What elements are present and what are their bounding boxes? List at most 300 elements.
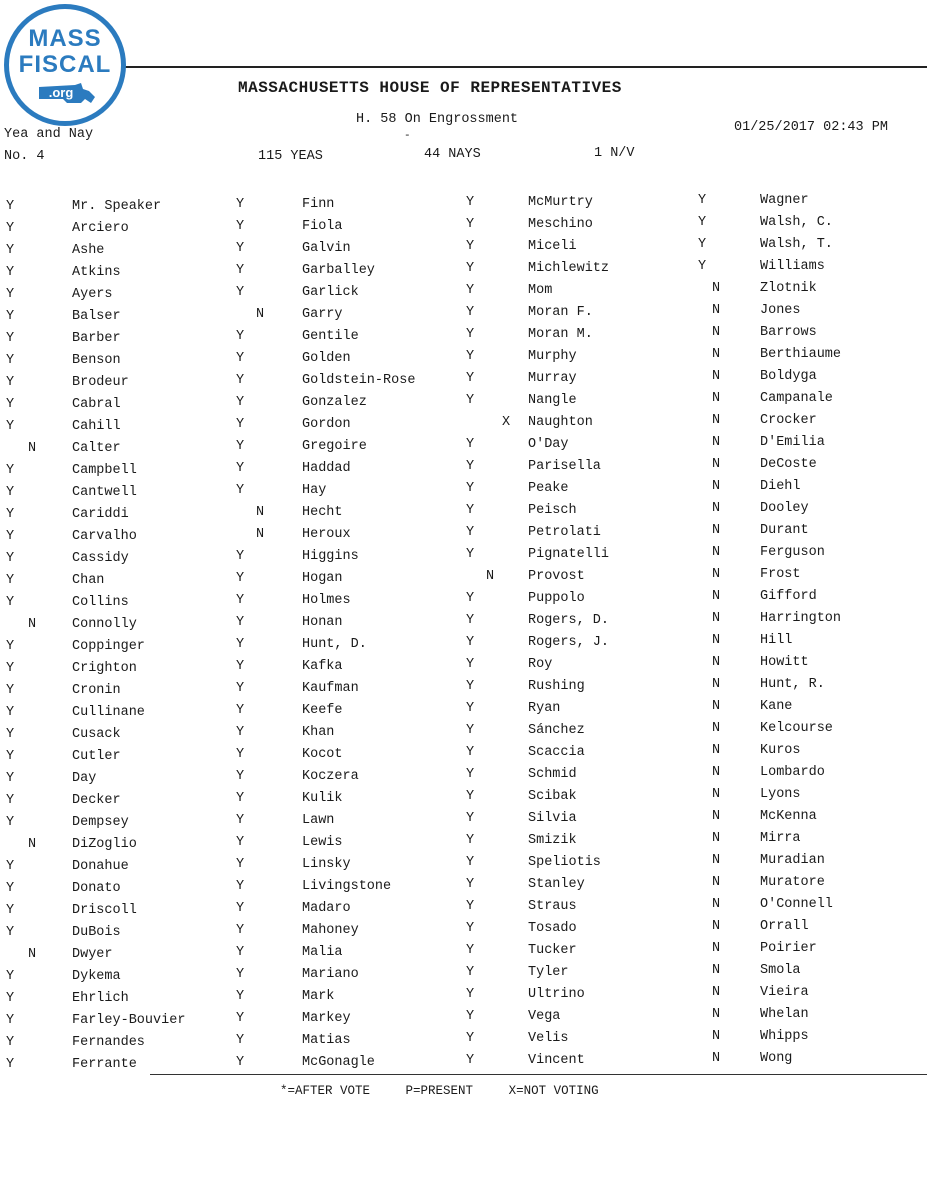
member-name: Schmid: [528, 767, 577, 782]
nays-count: 44 NAYS: [424, 147, 481, 162]
member-name: Garballey: [302, 263, 375, 278]
member-name: Williams: [760, 259, 825, 274]
member-name: Zlotnik: [760, 281, 817, 296]
vote-mark: Y: [236, 681, 245, 696]
vote-mark: Y: [466, 525, 475, 540]
bill-description: H. 58 On Engrossment: [356, 112, 519, 127]
member-name: Kuros: [760, 743, 801, 758]
member-name: Galvin: [302, 241, 351, 256]
vote-mark: Y: [466, 767, 475, 782]
vote-mark: Y: [6, 661, 15, 676]
vote-mark: Y: [236, 703, 245, 718]
member-name: Cariddi: [72, 507, 129, 522]
vote-mark: N: [712, 677, 721, 692]
vote-mark: Y: [236, 417, 245, 432]
member-name: Lawn: [302, 813, 335, 828]
member-name: Walsh, C.: [760, 215, 833, 230]
vote-mark: Y: [466, 1031, 475, 1046]
member-name: Boldyga: [760, 369, 817, 384]
member-name: Ferrante: [72, 1057, 137, 1072]
member-name: Gregoire: [302, 439, 367, 454]
vote-mark: N: [712, 765, 721, 780]
vote-mark: Y: [236, 813, 245, 828]
vote-mark: Y: [466, 459, 475, 474]
member-name: Vincent: [528, 1053, 585, 1068]
vote-mark: Y: [236, 571, 245, 586]
member-name: Poirier: [760, 941, 817, 956]
vote-mark: Y: [236, 857, 245, 872]
footer-rule: [150, 1074, 927, 1075]
member-name: Ashe: [72, 243, 105, 258]
member-name: Durant: [760, 523, 809, 538]
vote-mark: Y: [6, 309, 15, 324]
legend-not-voting: X=NOT VOTING: [508, 1084, 599, 1098]
vote-mark: Y: [236, 329, 245, 344]
vote-mark: N: [712, 963, 721, 978]
legend-after-vote: *=AFTER VOTE: [280, 1084, 371, 1098]
vote-mark: Y: [466, 503, 475, 518]
member-name: DuBois: [72, 925, 121, 940]
member-name: Walsh, T.: [760, 237, 833, 252]
member-name: Mariano: [302, 967, 359, 982]
vote-mark: Y: [236, 1033, 245, 1048]
vote-mark: Y: [466, 283, 475, 298]
vote-mark: Y: [466, 899, 475, 914]
vote-mark: Y: [236, 835, 245, 850]
member-name: Fernandes: [72, 1035, 145, 1050]
member-name: Connolly: [72, 617, 137, 632]
member-name: Diehl: [760, 479, 801, 494]
vote-mark: N: [712, 281, 721, 296]
member-name: Goldstein-Rose: [302, 373, 416, 388]
vote-mark: Y: [236, 923, 245, 938]
vote-mark: N: [712, 479, 721, 494]
vote-number: No. 4: [4, 149, 45, 164]
vote-mark: Y: [236, 615, 245, 630]
member-name: Kaufman: [302, 681, 359, 696]
member-name: Matias: [302, 1033, 351, 1048]
vote-mark: Y: [466, 635, 475, 650]
member-name: Gonzalez: [302, 395, 367, 410]
member-name: Rogers, J.: [528, 635, 610, 650]
member-name: Kafka: [302, 659, 343, 674]
member-name: Michlewitz: [528, 261, 610, 276]
vote-mark: Y: [6, 925, 15, 940]
vote-mark: Y: [466, 987, 475, 1002]
member-name: Mirra: [760, 831, 801, 846]
vote-mark: Y: [6, 969, 15, 984]
member-name: Farley-Bouvier: [72, 1013, 186, 1028]
member-name: O'Day: [528, 437, 569, 452]
vote-mark: Y: [6, 331, 15, 346]
member-name: Lyons: [760, 787, 801, 802]
vote-mark: Y: [466, 349, 475, 364]
member-name: Higgins: [302, 549, 359, 564]
member-name: Garry: [302, 307, 343, 322]
member-name: Hecht: [302, 505, 343, 520]
vote-mark: Y: [6, 991, 15, 1006]
vote-mark: N: [712, 523, 721, 538]
member-name: Benson: [72, 353, 121, 368]
vote-mark: Y: [236, 439, 245, 454]
vote-mark: Y: [466, 1053, 475, 1068]
member-name: Campanale: [760, 391, 833, 406]
vote-mark: Y: [466, 305, 475, 320]
member-name: Cahill: [72, 419, 121, 434]
vote-mark: Y: [466, 547, 475, 562]
vote-mark: Y: [236, 945, 245, 960]
vote-mark: Y: [6, 815, 15, 830]
member-name: Crighton: [72, 661, 137, 676]
vote-mark: Y: [466, 811, 475, 826]
vote-mark: Y: [236, 373, 245, 388]
member-name: Parisella: [528, 459, 601, 474]
vote-mark: Y: [466, 877, 475, 892]
member-name: D'Emilia: [760, 435, 825, 450]
vote-mark: Y: [236, 285, 245, 300]
member-name: Ryan: [528, 701, 561, 716]
member-name: Mark: [302, 989, 335, 1004]
member-name: Arciero: [72, 221, 129, 236]
member-name: Haddad: [302, 461, 351, 476]
vote-mark: Y: [6, 199, 15, 214]
member-name: DeCoste: [760, 457, 817, 472]
member-name: Cabral: [72, 397, 121, 412]
vote-mark: N: [712, 325, 721, 340]
vote-mark: Y: [466, 195, 475, 210]
vote-mark: Y: [6, 463, 15, 478]
vote-mark: Y: [236, 263, 245, 278]
vote-mark: N: [712, 501, 721, 516]
vote-mark: N: [28, 837, 37, 852]
vote-mark: Y: [466, 833, 475, 848]
vote-mark: Y: [466, 745, 475, 760]
vote-mark: Y: [236, 219, 245, 234]
member-name: Cullinane: [72, 705, 145, 720]
vote-mark: Y: [236, 659, 245, 674]
vote-mark: Y: [6, 419, 15, 434]
member-name: Markey: [302, 1011, 351, 1026]
vote-mark: Y: [466, 481, 475, 496]
member-name: Stanley: [528, 877, 585, 892]
vote-mark: Y: [466, 591, 475, 606]
vote-mark: Y: [236, 769, 245, 784]
member-name: Murray: [528, 371, 577, 386]
vote-mark: N: [712, 589, 721, 604]
member-name: Kane: [760, 699, 793, 714]
member-name: Malia: [302, 945, 343, 960]
member-name: Sánchez: [528, 723, 585, 738]
vote-mark: N: [28, 441, 37, 456]
vote-mark: N: [712, 875, 721, 890]
vote-mark: Y: [236, 461, 245, 476]
vote-mark: N: [712, 941, 721, 956]
member-name: Keefe: [302, 703, 343, 718]
vote-mark: Y: [466, 1009, 475, 1024]
member-name: Golden: [302, 351, 351, 366]
member-name: Scibak: [528, 789, 577, 804]
vote-mark: N: [712, 611, 721, 626]
vote-mark: N: [712, 1029, 721, 1044]
vote-mark: N: [256, 505, 265, 520]
member-name: Whelan: [760, 1007, 809, 1022]
vote-mark: Y: [236, 901, 245, 916]
vote-mark: N: [712, 435, 721, 450]
vote-mark: Y: [6, 881, 15, 896]
vote-mark: N: [712, 545, 721, 560]
logo-text-fiscal: FISCAL: [18, 51, 112, 78]
vote-mark: Y: [6, 771, 15, 786]
member-name: Roy: [528, 657, 553, 672]
vote-mark: Y: [6, 859, 15, 874]
vote-mark: Y: [236, 637, 245, 652]
vote-mark: Y: [236, 1055, 245, 1070]
vote-mark: Y: [236, 197, 245, 212]
member-name: Moran F.: [528, 305, 593, 320]
member-name: Velis: [528, 1031, 569, 1046]
member-name: Finn: [302, 197, 335, 212]
vote-mark: Y: [466, 371, 475, 386]
member-name: Collins: [72, 595, 129, 610]
vote-mark: Y: [466, 217, 475, 232]
member-name: McMurtry: [528, 195, 593, 210]
vote-mark: X: [502, 415, 511, 430]
member-name: Khan: [302, 725, 335, 740]
member-name: Fiola: [302, 219, 343, 234]
vote-mark: Y: [6, 595, 15, 610]
member-name: Jones: [760, 303, 801, 318]
vote-mark: Y: [6, 221, 15, 236]
vote-mark: N: [712, 457, 721, 472]
vote-mark: Y: [466, 965, 475, 980]
vote-mark: Y: [236, 989, 245, 1004]
member-name: Tucker: [528, 943, 577, 958]
member-name: Donahue: [72, 859, 129, 874]
member-name: Scaccia: [528, 745, 585, 760]
member-name: Brodeur: [72, 375, 129, 390]
vote-mark: Y: [6, 485, 15, 500]
vote-mark: Y: [6, 1057, 15, 1072]
member-name: Lombardo: [760, 765, 825, 780]
vote-mark: Y: [236, 747, 245, 762]
vote-mark: Y: [466, 701, 475, 716]
vote-mark: N: [28, 947, 37, 962]
vote-mark: Y: [698, 193, 707, 208]
vote-mark: Y: [466, 943, 475, 958]
vote-mark: Y: [466, 855, 475, 870]
vote-mark: Y: [698, 259, 707, 274]
vote-mark: Y: [236, 483, 245, 498]
member-name: Nangle: [528, 393, 577, 408]
member-name: Moran M.: [528, 327, 593, 342]
vote-mark: N: [712, 743, 721, 758]
vote-mark: Y: [6, 1013, 15, 1028]
vote-mark: Y: [6, 265, 15, 280]
vote-mark: Y: [236, 791, 245, 806]
member-name: Rogers, D.: [528, 613, 610, 628]
member-name: Atkins: [72, 265, 121, 280]
member-name: Heroux: [302, 527, 351, 542]
member-name: Vieira: [760, 985, 809, 1000]
member-name: Mom: [528, 283, 553, 298]
vote-mark: Y: [236, 967, 245, 982]
vote-mark: N: [256, 527, 265, 542]
vote-mark: Y: [6, 397, 15, 412]
member-name: Whipps: [760, 1029, 809, 1044]
member-name: Dwyer: [72, 947, 113, 962]
member-name: Cusack: [72, 727, 121, 742]
member-name: Hunt, R.: [760, 677, 825, 692]
member-name: Ultrino: [528, 987, 585, 1002]
member-name: McGonagle: [302, 1055, 375, 1070]
member-name: Kulik: [302, 791, 343, 806]
vote-mark: Y: [236, 549, 245, 564]
member-name: Madaro: [302, 901, 351, 916]
vote-mark: N: [712, 897, 721, 912]
member-name: Frost: [760, 567, 801, 582]
vote-mark: Y: [466, 239, 475, 254]
member-name: Mahoney: [302, 923, 359, 938]
member-name: Garlick: [302, 285, 359, 300]
member-name: DiZoglio: [72, 837, 137, 852]
member-name: Gentile: [302, 329, 359, 344]
member-name: Ehrlich: [72, 991, 129, 1006]
vote-mark: N: [712, 787, 721, 802]
member-name: Day: [72, 771, 97, 786]
member-name: Meschino: [528, 217, 593, 232]
vote-mark: Y: [6, 375, 15, 390]
vote-mark: Y: [466, 921, 475, 936]
vote-mark: Y: [698, 237, 707, 252]
vote-mark: N: [712, 809, 721, 824]
member-name: Balser: [72, 309, 121, 324]
vote-mark: N: [712, 347, 721, 362]
vote-mark: N: [28, 617, 37, 632]
member-name: Wagner: [760, 193, 809, 208]
vote-mark: Y: [6, 551, 15, 566]
vote-mark: Y: [466, 613, 475, 628]
vote-mark: N: [712, 831, 721, 846]
member-name: Straus: [528, 899, 577, 914]
member-name: Holmes: [302, 593, 351, 608]
member-name: Linsky: [302, 857, 351, 872]
member-name: Speliotis: [528, 855, 601, 870]
vote-mark: N: [712, 369, 721, 384]
vote-mark: Y: [6, 243, 15, 258]
logo-text-mass: MASS: [28, 25, 102, 52]
member-name: Orrall: [760, 919, 809, 934]
member-name: Dempsey: [72, 815, 129, 830]
member-name: Kelcourse: [760, 721, 833, 736]
member-name: Coppinger: [72, 639, 145, 654]
member-name: Howitt: [760, 655, 809, 670]
member-name: Tosado: [528, 921, 577, 936]
member-name: Dykema: [72, 969, 121, 984]
member-name: Berthiaume: [760, 347, 842, 362]
vote-mark: Y: [6, 639, 15, 654]
member-name: Calter: [72, 441, 121, 456]
vote-mark: N: [712, 919, 721, 934]
member-name: Pignatelli: [528, 547, 610, 562]
member-name: Puppolo: [528, 591, 585, 606]
vote-mark: Y: [6, 727, 15, 742]
vote-mark: N: [712, 985, 721, 1000]
member-name: Barber: [72, 331, 121, 346]
member-name: Hogan: [302, 571, 343, 586]
member-name: Kocot: [302, 747, 343, 762]
member-name: Lewis: [302, 835, 343, 850]
vote-mark: N: [712, 1051, 721, 1066]
vote-mark: N: [712, 633, 721, 648]
member-name: Gifford: [760, 589, 817, 604]
vote-mark: N: [256, 307, 265, 322]
vote-mark: N: [712, 853, 721, 868]
logo-text-org: .org: [48, 85, 74, 100]
vote-mark: Y: [6, 573, 15, 588]
member-name: Provost: [528, 569, 585, 584]
vote-mark: Y: [6, 903, 15, 918]
vote-mark: N: [712, 567, 721, 582]
member-name: Dooley: [760, 501, 809, 516]
member-name: Cutler: [72, 749, 121, 764]
vote-mark: N: [712, 655, 721, 670]
member-name: Ferguson: [760, 545, 825, 560]
member-name: Muratore: [760, 875, 825, 890]
vote-mark: N: [712, 391, 721, 406]
vote-mark: N: [712, 413, 721, 428]
vote-mark: N: [712, 303, 721, 318]
mass-fiscal-logo: [4, 4, 126, 126]
member-name: Gordon: [302, 417, 351, 432]
vote-type: Yea and Nay: [4, 127, 94, 142]
bill-dash: -: [404, 130, 411, 142]
vote-mark: Y: [466, 679, 475, 694]
vote-mark: Y: [466, 261, 475, 276]
member-name: Barrows: [760, 325, 817, 340]
member-name: Miceli: [528, 239, 577, 254]
not-voting-count: 1 N/V: [594, 146, 635, 161]
member-name: O'Connell: [760, 897, 833, 912]
member-name: Carvalho: [72, 529, 137, 544]
vote-mark: Y: [466, 789, 475, 804]
vote-mark: Y: [236, 879, 245, 894]
member-name: Donato: [72, 881, 121, 896]
member-name: Murphy: [528, 349, 577, 364]
vote-mark: Y: [236, 1011, 245, 1026]
vote-mark: Y: [236, 725, 245, 740]
vote-mark: Y: [6, 529, 15, 544]
member-name: Cronin: [72, 683, 121, 698]
vote-mark: Y: [6, 793, 15, 808]
vote-mark: Y: [466, 327, 475, 342]
member-name: Hill: [760, 633, 793, 648]
vote-mark: Y: [466, 657, 475, 672]
member-name: Cassidy: [72, 551, 129, 566]
vote-mark: Y: [698, 215, 707, 230]
member-name: Smizik: [528, 833, 577, 848]
member-name: Rushing: [528, 679, 585, 694]
member-name: Muradian: [760, 853, 825, 868]
vote-legend: [280, 1084, 627, 1098]
member-name: Driscoll: [72, 903, 137, 918]
member-name: Decker: [72, 793, 121, 808]
member-name: McKenna: [760, 809, 817, 824]
member-name: Tyler: [528, 965, 569, 980]
vote-mark: N: [486, 569, 495, 584]
vote-mark: N: [712, 1007, 721, 1022]
member-name: Crocker: [760, 413, 817, 428]
vote-mark: Y: [236, 395, 245, 410]
